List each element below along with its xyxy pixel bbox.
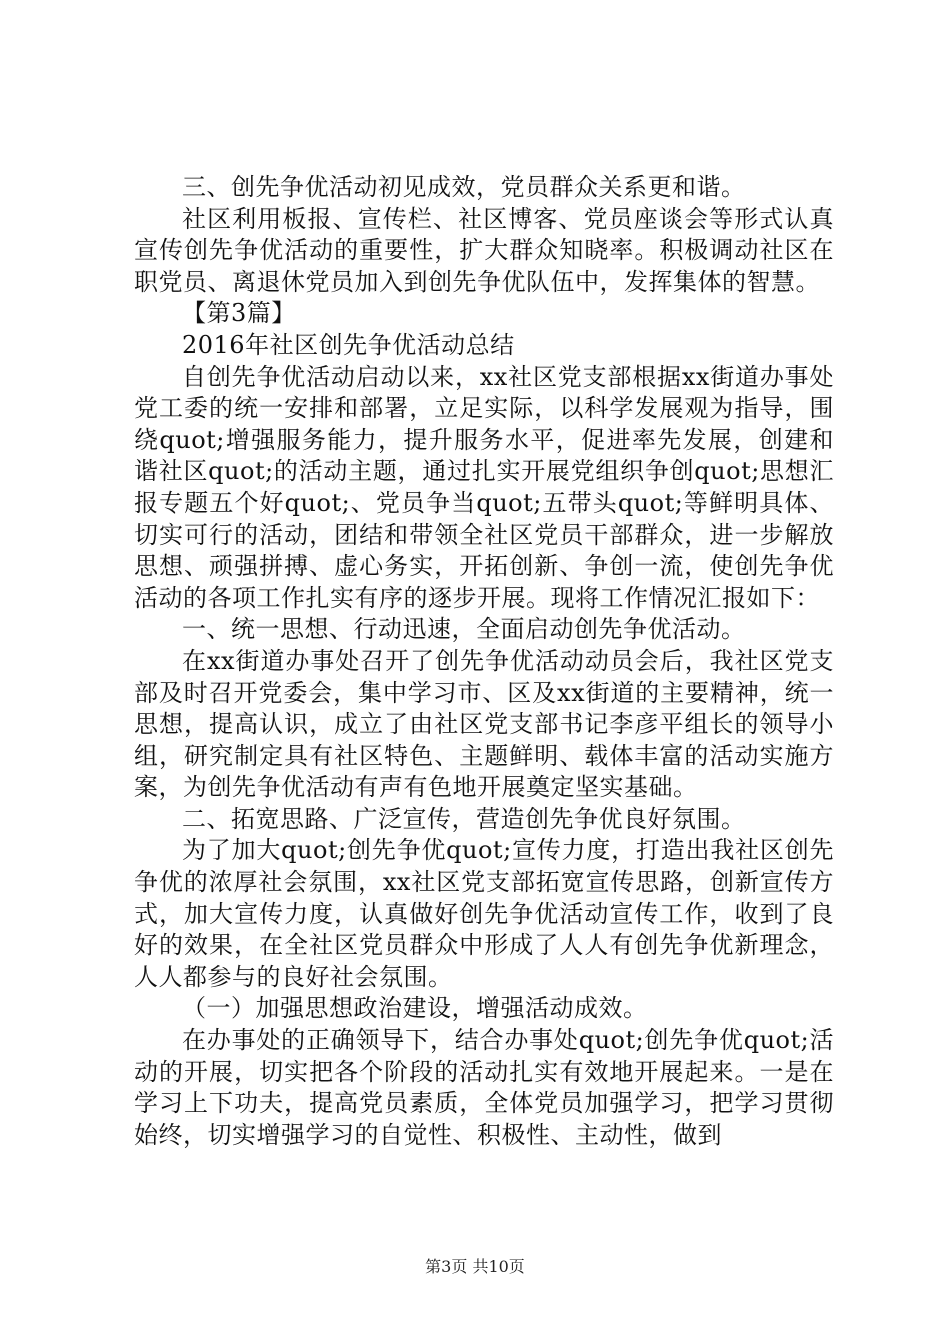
section-heading-one: 一、统一思想、行动迅速，全面启动创先争优活动。 — [182, 615, 746, 644]
paragraph-section-three-heading: 三、创先争优活动初见成效，党员群众关系更和谐。 — [182, 173, 746, 201]
document-body — [134, 172, 834, 1151]
paragraph-study: 在办事处的正确领导下，结合办事处quot;创先争优quot;活动的开展，切实把各个阶段的活动扎实有效地开展起来。一是在学习上下功夫，提高党员素质，全体党员加强学习，把学习贯彻始终，切实增强学习的自觉性、积极性、主动性，做到 — [134, 1026, 834, 1149]
subsection-heading-one: （一）加强思想政治建设，增强活动成效。 — [182, 994, 648, 1023]
paragraph-publicity-forms: 社区利用板报、宣传栏、社区博客、党员座谈会等形式认真宣传创先争优活动的重要性，扩大群众知晓率。积极调动社区在职党员、离退休党员加入到创先争优队伍中，发挥集体的智慧。 — [134, 204, 834, 296]
document-title: 2016年社区创先争优活动总结 — [182, 330, 515, 359]
chapter-marker: 【第3篇】 — [182, 299, 296, 328]
paragraph-mobilization: 在xx街道办事处召开了创先争优活动动员会后，我社区党支部及时召开党委会，集中学习市、区及xx街道的主要精神，统一思想，提高认识，成立了由社区党支部书记李彦平组长的领导小组，研究制定具有社区特色、主题鲜明、载体丰富的活动实施方案，为创先争优活动有声有色地开展奠定坚实基础。 — [134, 646, 834, 802]
paragraph-introduction: 自创先争优活动启动以来，xx社区党支部根据xx街道办事处党工委的统一安排和部署，立足实际，以科学发展观为指导，围绕quot;增强服务能力，提升服务水平，促进率先发展，创建和谐社区quot;的活动主题，通过扎实开展党组织争创quot;思想汇报专题五个好quot;、党员争当quot;五带头quot;等鲜明具体、切实可行的活动，团结和带领全社区党员干部群众，进一步解放思想、顽强拼搏、虚心务实，开拓创新、争创一流，使创先争优活动的各项工作扎实有序的逐步开展。现将工作情况汇报如下： — [134, 362, 834, 612]
section-heading-two: 二、拓宽思路、广泛宣传，营造创先争优良好氛围。 — [182, 804, 746, 833]
paragraph-publicity: 为了加大quot;创先争优quot;宣传力度，打造出我社区创先争优的浓厚社会氛围，xx社区党支部拓宽宣传思路，创新宣传方式，加大宣传力度，认真做好创先争优活动宣传工作，收到了良好的效果，在全社区党员群众中形成了人人有创先争优新理念，人人都参与的良好社会氛围。 — [134, 836, 834, 991]
page-footer: 第3页 共10页 — [425, 1257, 525, 1276]
